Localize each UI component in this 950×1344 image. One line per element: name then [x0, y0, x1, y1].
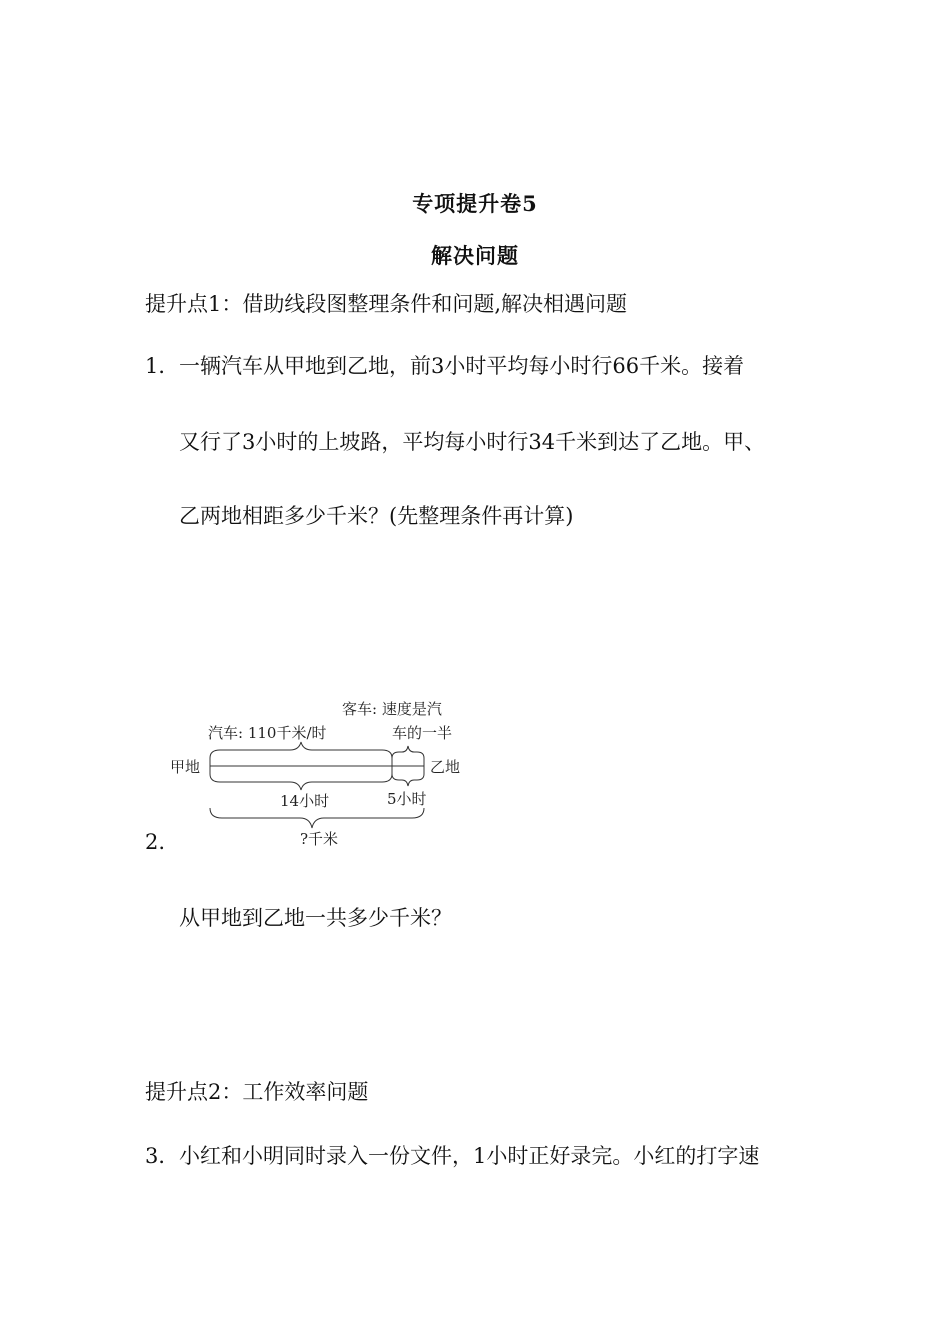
question-2-number: 2.	[145, 830, 166, 854]
question-1-text-1: 一辆汽车从甲地到乙地，前3小时平均每小时行66千米。接着	[179, 354, 745, 378]
total-distance-brace	[210, 808, 424, 828]
question-1-line-2: 又行了3小时的上坡路，平均每小时行34千米到达了乙地。甲、	[179, 430, 766, 454]
question-3-text-1: 小红和小明同时录入一份文件，1小时正好录完。小红的打字速	[179, 1144, 760, 1168]
question-1-line-3: 乙两地相距多少千米？(先整理条件再计算)	[179, 504, 574, 528]
bus-time-label: 5小时	[387, 790, 427, 808]
question-3-line-1	[145, 1140, 759, 1170]
car-time-label: 14小时	[280, 792, 330, 810]
question-1-line-1	[145, 350, 744, 380]
section-heading-1: 提升点1：借助线段图整理条件和问题,解决相遇问题	[145, 292, 628, 316]
bus-label-line2: 车的一半	[392, 724, 453, 742]
car-label: 汽车: 110千米/时	[208, 724, 327, 742]
page-subtitle: 解决问题	[431, 243, 519, 268]
question-2-text: 从甲地到乙地一共多少千米？	[179, 906, 452, 930]
car-top-brace	[210, 742, 392, 758]
car-time-brace	[210, 774, 392, 790]
end-label: 乙地	[430, 758, 461, 776]
total-distance-label: ?千米	[300, 830, 339, 848]
start-label: 甲地	[170, 758, 201, 776]
bus-time-brace	[392, 774, 424, 786]
question-1-number: 1．	[145, 354, 180, 378]
question-3-number: 3．	[145, 1144, 180, 1168]
page-title: 专项提升卷5	[412, 191, 538, 216]
line-segment-diagram	[160, 692, 480, 854]
bus-top-brace	[392, 746, 424, 758]
bus-label-line1: 客车: 速度是汽	[342, 700, 442, 718]
section-heading-2: 提升点2：工作效率问题	[145, 1080, 369, 1104]
